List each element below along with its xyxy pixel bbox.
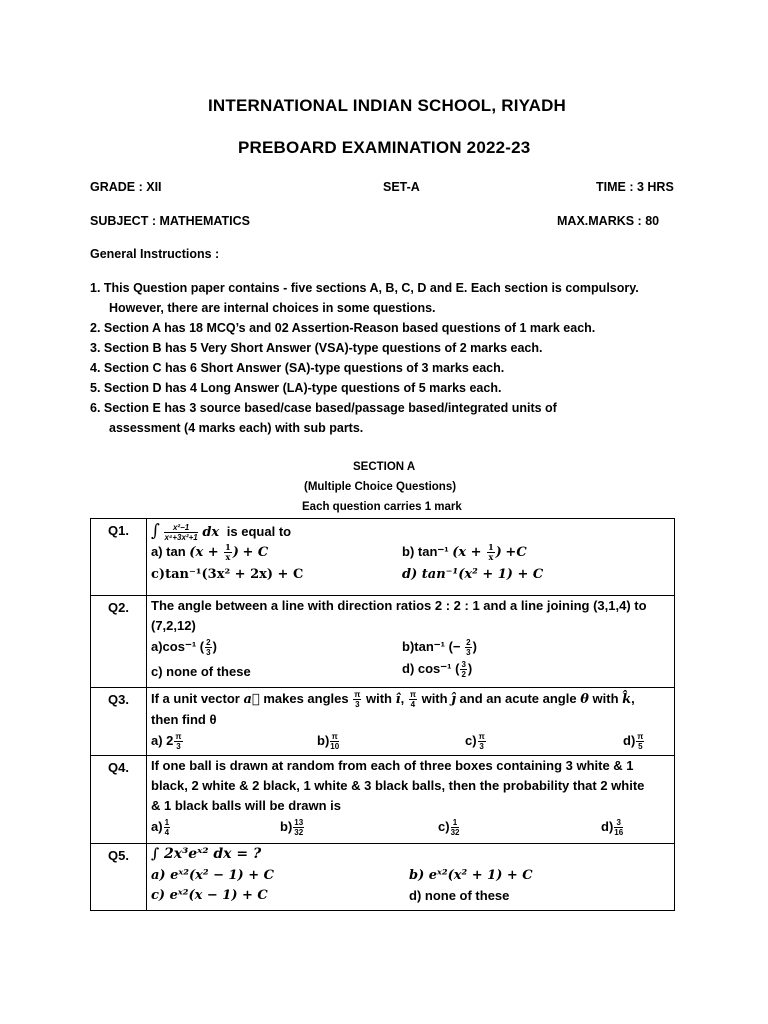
- instruction-4: 4. Section C has 6 Short Answer (SA)-type questions of 3 marks each.: [90, 361, 505, 375]
- question-row-3: [91, 688, 675, 756]
- option-a: a) 2 $\frac{\pi}{3}$: [151, 732, 182, 751]
- unit-vector-k-symbol: k̂: [622, 691, 632, 707]
- instructions-title: General Instructions :: [90, 247, 220, 261]
- instruction-2: 2. Section A has 18 MCQ’s and 02 Assertion-Reason based questions of 1 mark each.: [90, 321, 596, 335]
- instruction-1: 1. This Question paper contains - five sections A, B, C, D and E. Each section is compulsory.: [90, 281, 639, 295]
- option-a: a) $\frac{1}{4}$: [151, 818, 170, 837]
- question-body: [147, 688, 675, 756]
- question-number: Q3.: [91, 688, 147, 756]
- option-b: b)tan⁻¹ (− $\frac{2}{3}$ ): [402, 638, 477, 657]
- option-b: b) tan⁻¹ (x + $\frac{1}{x}$ ) +C: [402, 542, 527, 562]
- instruction-5: 5. Section D has 4 Long Answer (LA)-type questions of 5 marks each.: [90, 381, 502, 395]
- question-row-2: [91, 596, 675, 688]
- question-stem-line-3: & 1 black balls will be drawn is: [151, 798, 342, 813]
- option-a: a) tan (x + $\frac{1}{x}$ ) + C: [151, 542, 269, 562]
- questions-table: [90, 518, 675, 911]
- integrand-fraction: $\frac{\text{x²−1}}{\text{x⁴+3x²+1}}$: [164, 523, 198, 543]
- option-b: b) $\frac{13}{32}$: [280, 818, 304, 837]
- question-row-1: [91, 519, 675, 596]
- set-label: SET-A: [383, 180, 420, 194]
- options-row-2: [151, 660, 670, 684]
- grade-label: GRADE : XII: [90, 180, 162, 194]
- options-row: [151, 732, 670, 752]
- option-b: b) eˣ²(x² + 1) + C: [409, 868, 533, 883]
- section-note: Each question carries 1 mark: [302, 501, 462, 513]
- option-c: c) none of these: [151, 664, 251, 679]
- section-title: SECTION A: [353, 461, 416, 473]
- option-c: c) $\frac{1}{32}$: [438, 818, 460, 837]
- question-body: [147, 844, 675, 911]
- unit-vector-i-symbol: î: [395, 691, 401, 707]
- max-marks-label: MAX.MARKS : 80: [557, 214, 660, 228]
- exam-title: PREBOARD EXAMINATION 2022-23: [238, 138, 531, 157]
- option-c: c) eˣ²(x − 1) + C: [151, 888, 268, 903]
- options-row-1: [151, 868, 670, 888]
- section-subtitle: (Multiple Choice Questions): [304, 481, 457, 493]
- option-b: b) $\frac{\pi}{10}$: [317, 732, 340, 751]
- question-stem-line-1: If one ball is drawn at random from each of three boxes containing 3 white & 1: [151, 758, 634, 773]
- instruction-6: 6. Section E has 3 source based/case based/passage based/integrated units of: [90, 401, 557, 415]
- subject-label: SUBJECT : MATHEMATICS: [90, 214, 250, 228]
- question-row-4: [91, 756, 675, 844]
- question-body: [147, 519, 675, 596]
- option-c: c)tan⁻¹(3x² + 2x) + C: [151, 567, 304, 582]
- question-stem: ∫ $\frac{\text{x²−1}}{\text{x⁴+3x²+1}}$ dx is equal to: [151, 521, 292, 543]
- instruction-1-cont: However, there are internal choices in some questions.: [109, 301, 436, 315]
- question-row-5: [91, 844, 675, 911]
- theta-symbol: θ: [580, 691, 589, 707]
- option-d: d) tan⁻¹(x² + 1) + C: [402, 567, 544, 582]
- question-body: [147, 596, 675, 688]
- question-number: Q2.: [91, 596, 147, 688]
- instruction-3: 3. Section B has 5 Very Short Answer (VSA)-type questions of 2 marks each.: [90, 341, 543, 355]
- question-number: Q1.: [91, 519, 147, 596]
- question-body: [147, 756, 675, 844]
- option-d: d) cos⁻¹ ( $\frac{3}{2}$ ): [402, 660, 473, 679]
- option-d: d) $\frac{\pi}{5}$: [623, 732, 644, 751]
- question-stem-line-2: black, 2 white & 2 black, 1 white & 3 black balls, then the probability that 2 white: [151, 778, 645, 793]
- question-stem-line-1: The angle between a line with direction ratios 2 : 2 : 1 and a line joining (3,1,4) to: [151, 598, 647, 613]
- question-stem-line-1: If a unit vector a⃗ makes angles $\frac{\pi}{3}$ with î, $\frac{\pi}{4}$ with ĵ and an acute angle θ with k̂,: [151, 690, 635, 709]
- option-a: a) eˣ²(x² − 1) + C: [151, 868, 274, 883]
- vector-a-symbol: a⃗: [243, 691, 260, 707]
- option-c: c) $\frac{\pi}{3}$: [465, 732, 485, 751]
- time-label: TIME : 3 HRS: [596, 180, 674, 194]
- options-row-2: [151, 567, 670, 587]
- instruction-6-cont: assessment (4 marks each) with sub parts.: [109, 421, 364, 435]
- options-row-2: [151, 888, 670, 908]
- option-a: a)cos⁻¹ ( $\frac{2}{3}$ ): [151, 638, 217, 657]
- option-d: d) none of these: [409, 888, 510, 903]
- question-stem: ∫ 2x³eˣ² dx = ?: [151, 846, 262, 862]
- unit-vector-j-symbol: ĵ: [451, 691, 456, 707]
- integral-symbol: ∫: [151, 521, 160, 541]
- option-d: d) $\frac{3}{16}$: [601, 818, 624, 837]
- school-title: INTERNATIONAL INDIAN SCHOOL, RIYADH: [208, 96, 567, 115]
- question-stem-line-2: then find θ: [151, 712, 217, 727]
- question-number: Q5.: [91, 844, 147, 911]
- question-number: Q4.: [91, 756, 147, 844]
- options-row-1: [151, 543, 670, 567]
- options-row: [151, 818, 670, 840]
- question-stem-line-2: (7,2,12): [151, 618, 196, 633]
